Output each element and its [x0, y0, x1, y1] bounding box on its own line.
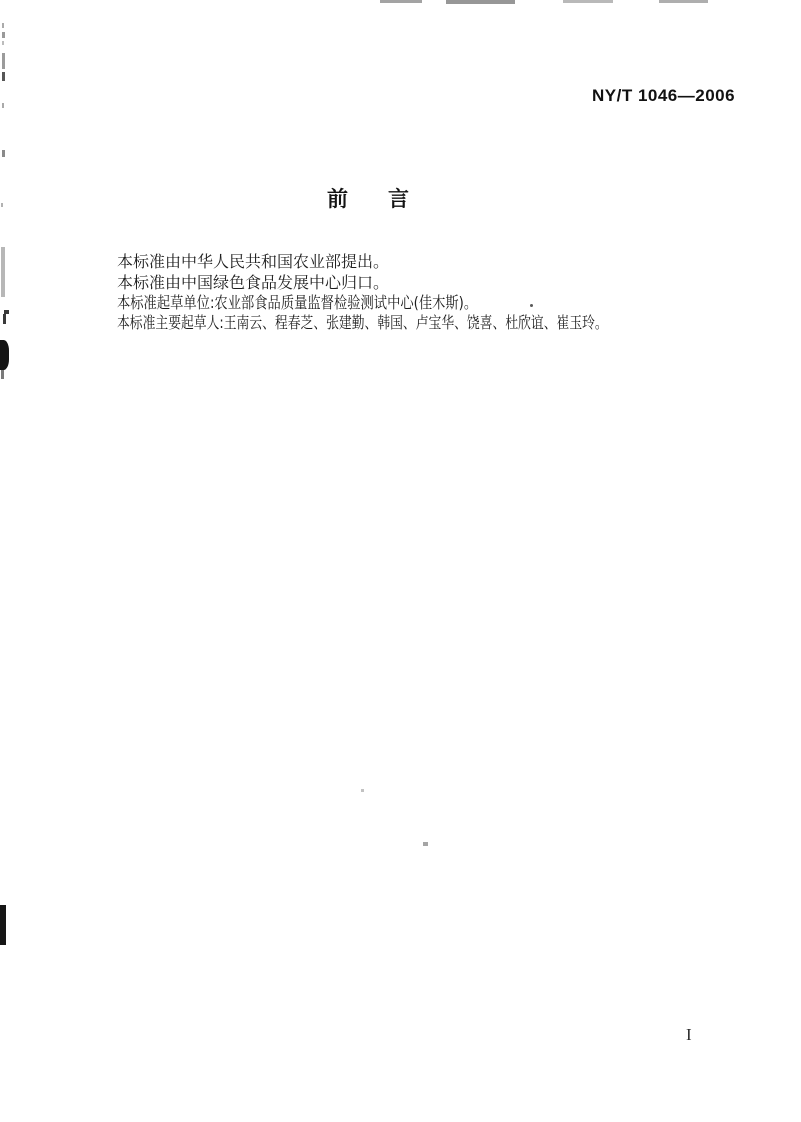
- scan-artifact-mark: [2, 150, 5, 157]
- scan-artifact-topline: [563, 0, 613, 3]
- scan-artifact-speck: [423, 842, 428, 846]
- scan-artifact-speck: [530, 304, 533, 307]
- scan-artifact-mark: [2, 41, 4, 45]
- scan-artifact-streak: [1, 247, 5, 297]
- scan-artifact-topline: [446, 0, 515, 4]
- scan-artifact-mark: [4, 310, 9, 314]
- foreword-title-char-1: 前: [327, 187, 348, 211]
- standard-code: NY/T 1046—2006: [592, 86, 736, 105]
- scan-artifact-mark: [1, 203, 3, 207]
- foreword-line-3: 本标准起草单位:农业部食品质量监督检验测试中心(佳木斯)。: [117, 293, 478, 312]
- foreword-line-2: 本标准由中国绿色食品发展中心归口。: [117, 273, 390, 292]
- foreword-line-4: 本标准主要起草人:王南云、程春芝、张建勤、韩国、卢宝华、饶喜、杜欣谊、崔玉玲。: [117, 313, 608, 332]
- scan-artifact-topline: [380, 0, 422, 3]
- page-number: I: [686, 1025, 692, 1044]
- foreword-title-char-2: 言: [388, 187, 409, 211]
- scan-artifact-mark: [3, 314, 6, 324]
- scan-artifact-mark: [2, 32, 5, 38]
- scan-artifact-topline: [659, 0, 708, 3]
- scan-artifact-speck: [361, 789, 364, 792]
- scan-artifact-bar: [0, 905, 6, 945]
- scan-artifact-mark: [2, 72, 5, 81]
- foreword-line-1: 本标准由中华人民共和国农业部提出。: [117, 252, 390, 271]
- scan-artifact-blob: [0, 340, 9, 370]
- scan-artifact-mark: [1, 370, 4, 379]
- foreword-title: [327, 189, 409, 210]
- scan-artifact-mark: [2, 103, 4, 108]
- scan-artifact-mark: [2, 53, 5, 69]
- scan-artifact-mark: [2, 23, 4, 28]
